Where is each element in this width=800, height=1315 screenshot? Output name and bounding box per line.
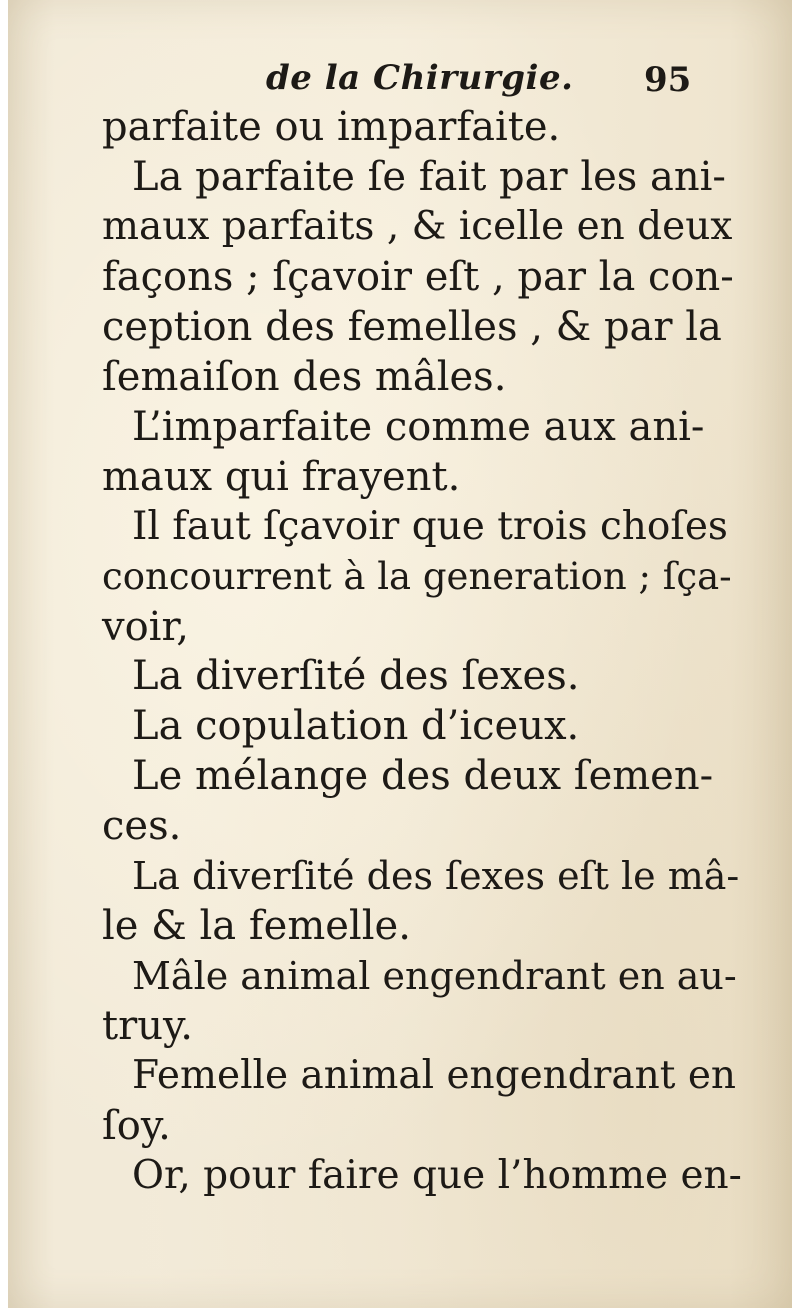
- text-line: ception des femelles , & par la: [102, 304, 722, 350]
- text-line: ces.: [102, 803, 182, 849]
- page-number: 95: [644, 60, 692, 100]
- text-line: Il faut ſçavoir que trois choſes: [132, 504, 728, 549]
- text-line: La copulation d’iceux.: [132, 703, 580, 749]
- text-line: La diverſité des ſexes eſt le mâ-: [132, 854, 740, 898]
- text-line: truy.: [102, 1003, 193, 1049]
- text-line: Or, pour faire que l’homme en-: [132, 1153, 742, 1198]
- text-line: maux qui frayent.: [102, 454, 461, 500]
- text-line: façons ; ſçavoir eſt , par la con-: [102, 254, 734, 300]
- text-line: La parfaite ſe fait par les ani-: [132, 154, 726, 200]
- running-title: de la Chirurgie.: [266, 58, 574, 98]
- text-line: L’imparfaite comme aux ani-: [132, 404, 705, 450]
- text-line: concourrent à la generation ; ſça-: [102, 555, 732, 598]
- text-line: ſoy.: [102, 1103, 171, 1149]
- text-line: Le mélange des deux ſemen-: [132, 753, 714, 799]
- text-line: Femelle animal engendrant en: [132, 1053, 737, 1098]
- book-page: [8, 0, 792, 1308]
- text-line: maux parfaits , & icelle en deux: [102, 204, 733, 249]
- text-line: Mâle animal engendrant en au-: [132, 954, 737, 998]
- text-line: le & la femelle.: [102, 903, 411, 949]
- text-line: parfaite ou imparfaite.: [102, 104, 561, 150]
- text-line: voir,: [102, 604, 189, 650]
- text-line: La diverſité des ſexes.: [132, 653, 580, 699]
- text-line: ſemaiſon des mâles.: [102, 354, 507, 400]
